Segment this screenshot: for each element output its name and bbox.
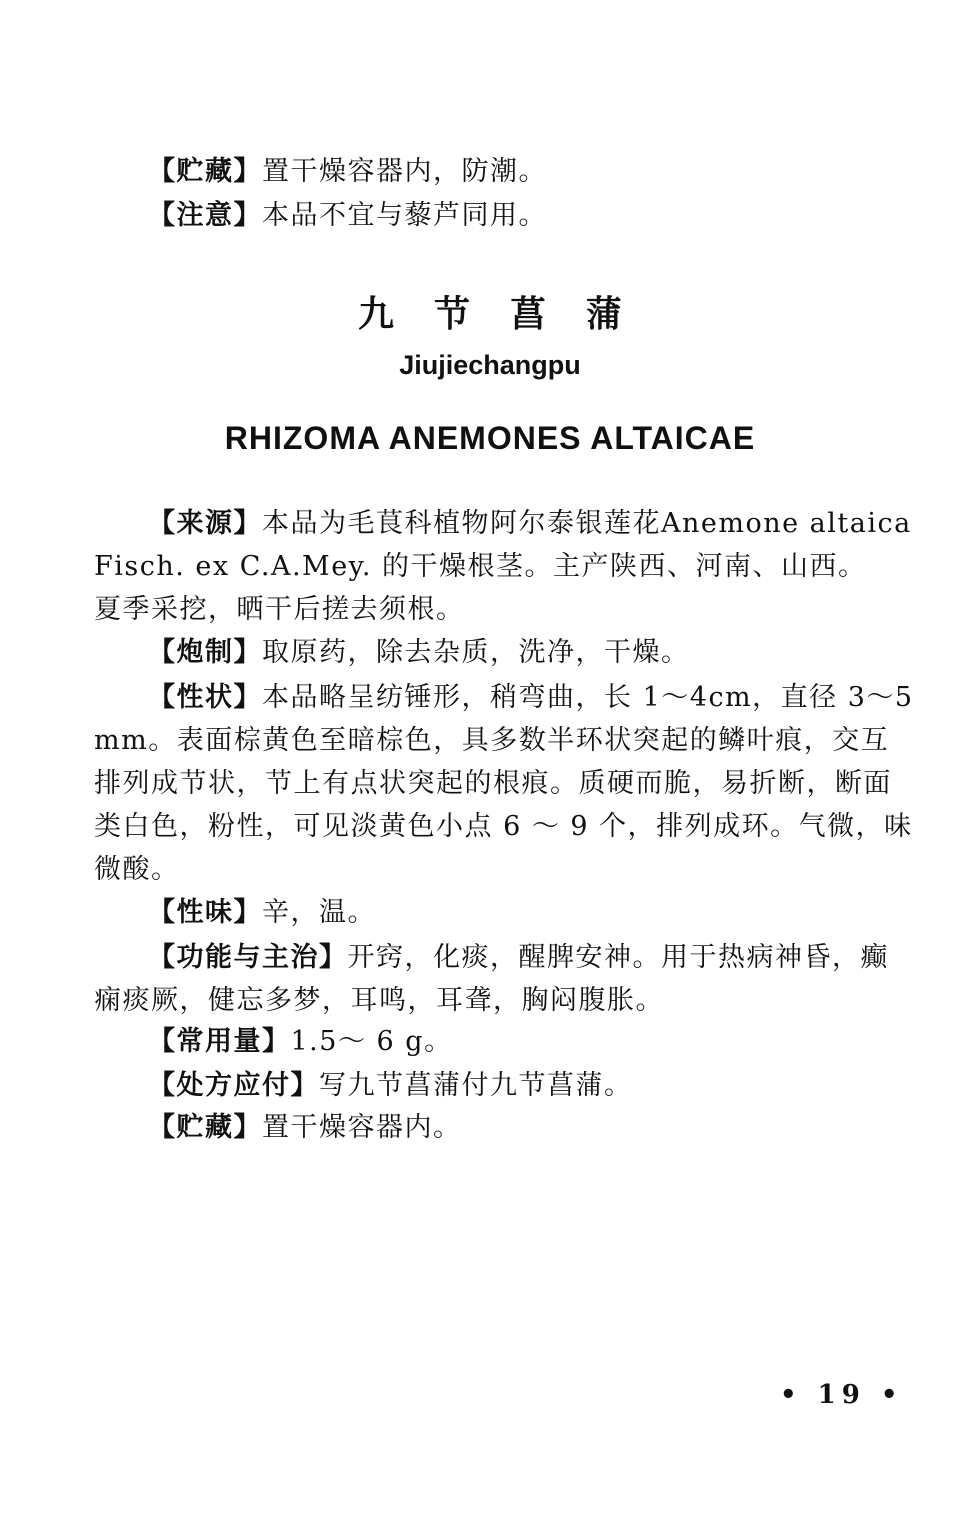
source-line-1 — [148, 506, 912, 542]
property-entry — [148, 895, 376, 931]
storage-label-top: 【贮藏】 — [148, 156, 262, 187]
source-label: 【来源】 — [148, 508, 262, 539]
description-label: 【性状】 — [148, 682, 262, 713]
caution-text: 本品不宜与藜芦同用。 — [262, 200, 547, 231]
description-line-5: 微酸。 — [94, 854, 180, 885]
dosage-label: 【常用量】 — [148, 1026, 291, 1057]
prescription-entry — [148, 1068, 633, 1104]
function-line-2: 痫痰厥，健忘多梦，耳鸣，耳聋，胸闷腹胀。 — [94, 985, 664, 1016]
source-line-3: 夏季采挖，晒干后搓去须根。 — [94, 594, 465, 625]
description-text-1: 本品略呈纺锤形，稍弯曲，长 1～4cm，直径 3～5 — [262, 682, 914, 713]
property-text: 辛，温。 — [262, 897, 376, 928]
prescription-text: 写九节菖蒲付九节菖蒲。 — [319, 1070, 633, 1101]
storage-text-top: 置干燥容器内，防潮。 — [262, 156, 547, 187]
storage-label: 【贮藏】 — [148, 1112, 262, 1143]
source-line-2: Fisch. ex C.A.Mey. 的干燥根茎。主产陕西、河南、山西。 — [94, 551, 867, 582]
function-text-1: 开窍，化痰，醒脾安神。用于热病神昏，癫 — [347, 942, 889, 973]
source-text-1: 本品为毛茛科植物阿尔泰银莲花Anemone altaica — [262, 508, 912, 539]
processing-entry — [148, 635, 690, 671]
processing-text: 取原药，除去杂质，洗净，干燥。 — [262, 637, 690, 668]
dosage-text: 1.5～ 6 g。 — [290, 1026, 453, 1057]
description-line-3: 排列成节状，节上有点状突起的根痕。质硬而脆，易折断，断面 — [94, 768, 892, 799]
description-line-1 — [148, 680, 914, 716]
caution-entry — [148, 198, 547, 234]
property-label: 【性味】 — [148, 897, 262, 928]
page-number: • 19 • — [780, 1380, 904, 1410]
dosage-entry — [148, 1024, 453, 1060]
description-line-2: mm。表面棕黄色至暗棕色，具多数半环状突起的鳞叶痕，交互 — [94, 725, 890, 756]
storage-entry-top — [148, 154, 547, 190]
entry-title-latin: RHIZOMA ANEMONES ALTAICAE — [224, 420, 756, 456]
entry-title-chinese: 九节菖蒲 — [357, 294, 662, 335]
entry-title-pinyin: Jiujiechangpu — [399, 350, 581, 380]
caution-label: 【注意】 — [148, 200, 262, 231]
storage-entry — [148, 1110, 462, 1146]
storage-text: 置干燥容器内。 — [262, 1112, 462, 1143]
function-label: 【功能与主治】 — [148, 942, 348, 973]
function-line-1 — [148, 940, 889, 976]
prescription-label: 【处方应付】 — [148, 1070, 319, 1101]
description-line-4: 类白色，粉性，可见淡黄色小点 6 ～ 9 个，排列成环。气微，味 — [94, 811, 913, 842]
processing-label: 【炮制】 — [148, 637, 262, 668]
